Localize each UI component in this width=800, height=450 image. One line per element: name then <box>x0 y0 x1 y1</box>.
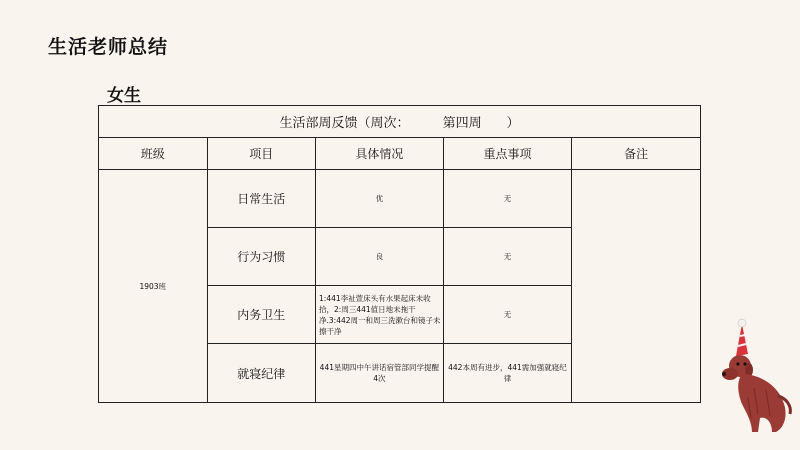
table-title-prefix: 生活部周反馈（周次： <box>279 116 410 131</box>
class-name-cell: 1903班 <box>99 170 208 403</box>
item-cell: 就寝纪律 <box>207 344 316 403</box>
table-title <box>99 106 701 138</box>
key-cell: 无 <box>443 170 572 228</box>
item-cell: 内务卫生 <box>207 286 316 344</box>
detail-cell: 1:441李祉萱床头有水果起床未收拾，2:周三441值日地未拖干净.3:442周一和周三洗漱台和镜子未擦干净 <box>316 286 444 344</box>
item-cell: 日常生活 <box>207 170 316 228</box>
column-header-class: 班级 <box>99 138 208 170</box>
column-header-note: 备注 <box>572 138 701 170</box>
column-header-detail: 具体情况 <box>316 138 444 170</box>
note-cell <box>572 170 701 403</box>
item-cell: 行为习惯 <box>207 228 316 286</box>
page-title: 生活老师总结 <box>48 36 169 58</box>
column-header-item: 项目 <box>207 138 316 170</box>
dog-with-party-hat-illustration <box>718 318 796 438</box>
detail-cell: 良 <box>316 228 444 286</box>
weekly-feedback-table <box>98 105 701 403</box>
table-row <box>99 170 701 228</box>
detail-cell: 441星期四中午讲话宿管部同学提醒4次 <box>316 344 444 403</box>
section-title: 女生 <box>107 86 141 106</box>
table-header-row <box>99 138 701 170</box>
key-cell: 无 <box>443 228 572 286</box>
column-header-key: 重点事项 <box>443 138 572 170</box>
key-cell: 442本周有进步，441需加强就寝纪律 <box>443 344 572 403</box>
detail-cell: 优 <box>316 170 444 228</box>
table-title-suffix: ） <box>506 116 520 131</box>
key-cell: 无 <box>443 286 572 344</box>
party-hat-icon <box>736 324 748 356</box>
table-title-week: 第四周 <box>442 116 482 131</box>
table-title-row <box>99 106 701 138</box>
